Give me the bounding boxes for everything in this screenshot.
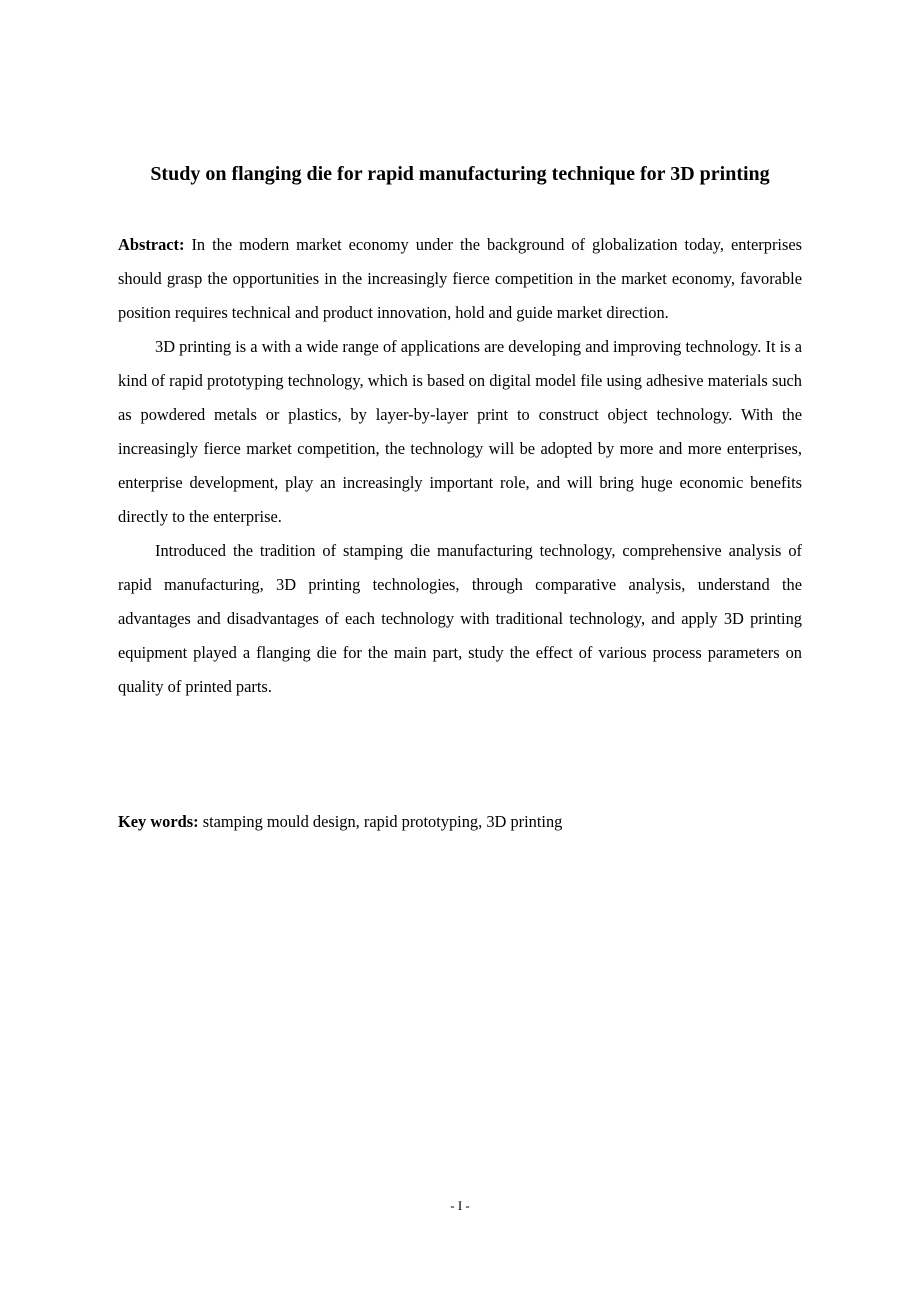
keywords-label: Key words: (118, 812, 199, 831)
abstract-label: Abstract: (118, 235, 185, 254)
abstract-section (118, 228, 802, 704)
abstract-paragraph-2: 3D printing is a with a wide range of applications are developing and improving technology. It is a kind of rapid prototyping technology, which is based on digital model file using adhesive materials such as powdered metals or plastics, by layer-by-layer print to construct object technology. With the increasingly fierce market competition, the technology will be adopted by more and more enterprises, enterprise development, play an increasingly important role, and will bring huge economic benefits directly to the enterprise. (118, 337, 802, 526)
page-number: - I - (450, 1198, 470, 1213)
abstract-text-1: In the modern market economy under the background of globalization today, enterprises should grasp the opportunities in the increasingly fierce competition in the market economy, favorable position requires technical and product innovation, hold and guide market direction. (118, 235, 802, 322)
keywords-text: stamping mould design, rapid prototyping, 3D printing (202, 812, 563, 831)
paper-title: Study on flanging die for rapid manufacturing technique for 3D printing (150, 163, 770, 185)
keywords-line (118, 805, 802, 839)
abstract-paragraph-3: Introduced the tradition of stamping die manufacturing technology, comprehensive analysis of rapid manufacturing, 3D printing technologies, through comparative analysis, understand the advantages and disadvantages of each technology with traditional technology, and apply 3D printing equipment played a flanging die for the main part, study the effect of various process parameters on quality of printed parts. (118, 541, 802, 696)
abstract-paragraph-1 (118, 228, 802, 330)
